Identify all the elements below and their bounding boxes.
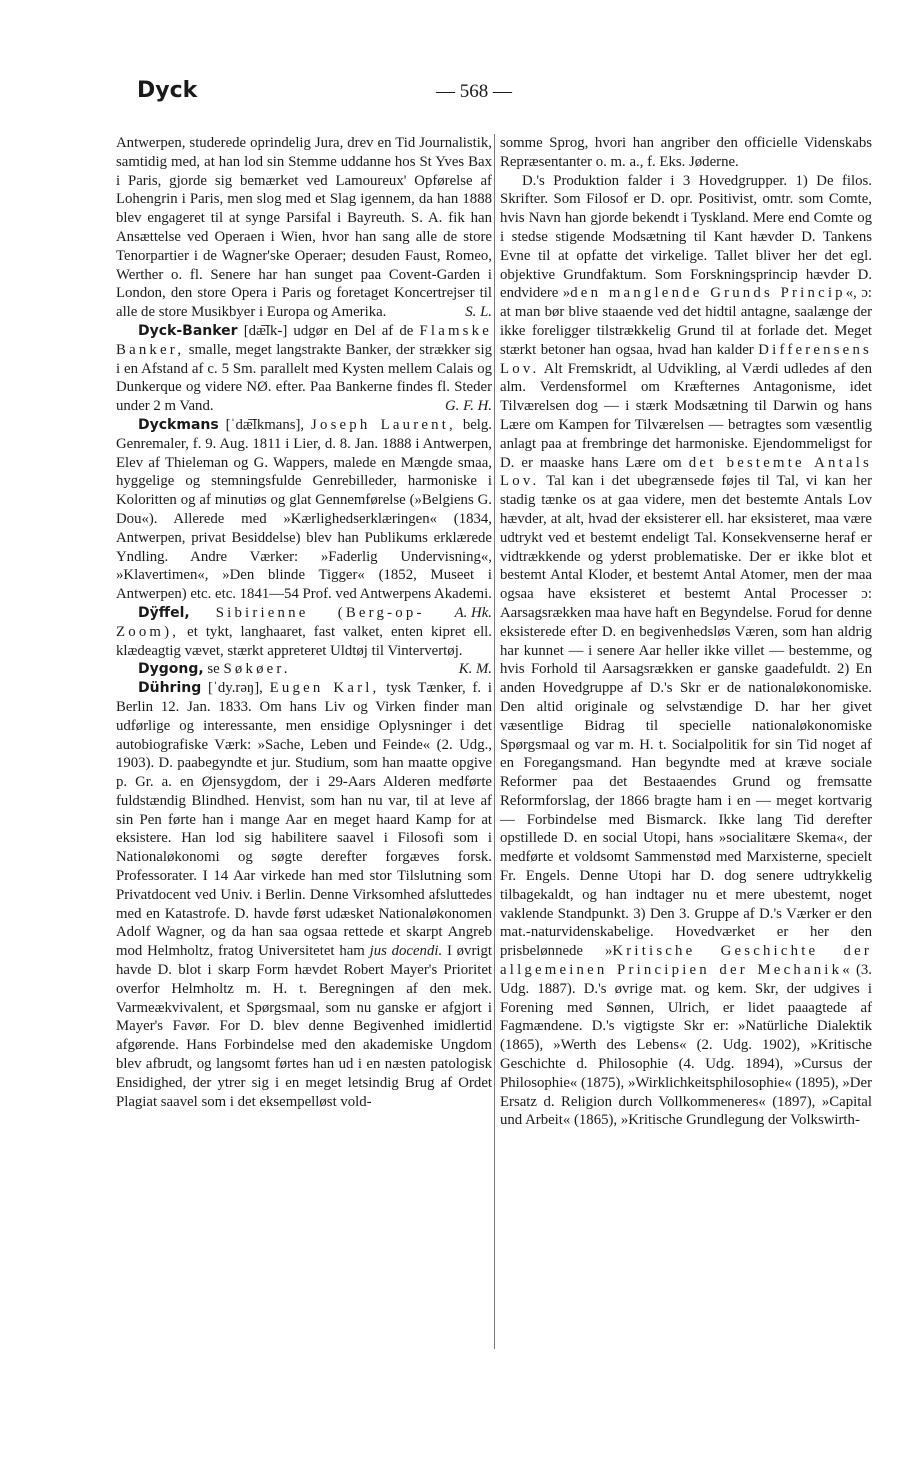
- page-number: — 568 —: [436, 81, 512, 102]
- entry-dyck-banker: Dyck-Banker [dæ͞lk-] udgør en Del af de Flamske Banker, smalle, meget langstrakte Banker, der strækker sig i en Afstand af c. 5 Sm. parallelt med Kysten mellem Calais og Dunkerque og videre NØ. efter. Paa Bankerne findes fl. Steder under 2 m Vand. G. F. H.: [116, 322, 493, 415]
- column-divider: [494, 134, 495, 1349]
- signature: G. F. H.: [445, 398, 492, 415]
- headword: Dühring: [138, 680, 202, 697]
- page-header: [0, 78, 920, 110]
- signature: S. L.: [465, 304, 492, 321]
- signature: A. Hk.: [454, 604, 492, 621]
- entry-dyck-continued: Antwerpen, studerede oprindelig Jura, drev en Tid Journalistik, samtidig med, at han lod sin Stemme uddanne hos St Yves Bax i Paris, gjorde sig bemærket ved Lamoureux' Opførelse af Lohengrin i Paris, men slog med et Slag igennem, da han 1888 blev engageret til at synge Parsifal i Bayreuth. S. A. fik han Ansættelse ved Operaen i Wien, hvor han sang alle de store Tenorpartier i de Wagner'ske Operaer; desuden Faust, Romeo, Werther o. fl. Senere har han sunget paa Covent-Garden i London, den store Opera i Paris og foretaget Koncertrejser til alle de store Musikbyer i Europa og Amerika. S. L.: [116, 135, 492, 321]
- entry-dyckmans: Dyckmans [ˈdæ͞lkmans], Joseph Laurent, belg. Genremaler, f. 9. Aug. 1811 i Lier, d. 8. Jan. 1888 i Antwerpen, Elev af Thieleman og G. Wappers, malede en Mængde smaa, hyggelige og stemningsfulde Genrebilleder, harmoniske i Koloritten og af minutiøs og glat Gennemførelse (»Belgiens G. Dou«). Allerede med »Kærlighedserklæringen« (1834, Antwerpen, privat Besiddelse) blev han Publikums erklærede Yndling. Andre Værker: »Faderlig Undervisning«, »Klavertimen«, »Den blinde Tigger« (1852, Museet i Antwerpen) etc. etc. 1841—54 Prof. ved Antwerpens Akademi. A. Hk.: [116, 416, 492, 621]
- headword: Dygong,: [138, 661, 204, 678]
- duhring-production-paragraph: D.'s Produktion falder i 3 Hovedgrupper. 1) De filos. Skrifter. Som Filosof er D. opr. Positivist, omtr. som Comte, hvis Navn han gjorde bekendt i Tyskland. Mere end Comte og i stedse stigende Modsætning til Kant hævder D. Tankens Evne til at opfatte det virkelige. Tallet bliver her det egl. objektive Grundfaktum. Som Forskningsprincip hævder D. endvidere »den manglende Grunds Princip«, ɔ: at man bør blive staaende ved det hidtil antagne, saalænge der ikke foreligger tilstrækkelig Grund til at forlade det. Meget stærkt betoner han ogsaa, hvad han kalder Differensens Lov. Alt Fremskridt, al Udvikling, al Værdi udledes af den alm. Verdensformel om Kræfternes Antagonisme, idet Tilværelsen dog — i stærk Modsætning til Darwin og hans Lære om Kampen for Tilværelsen — betragtes som væsentlig anlagt paa at frembringe det harmoniske. Ejendommeligst for D. er maaske hans Lære om det bestemte Antals Lov. Tal kan i det ubegrænsede føjes til Tal, vi kan her stadig tænke os at gaa videre, men det bestemte Antals Lov hævder, at alt, hvad der eksisterer ell. har eksisteret, maa være udtrykt ved et bestemt endeligt Tal. Konsekvenserne heraf er vidtrækkende og yderst problematiske. Der er ikke blot et bestemt Antal Kloder, et bestemt Antal Atomer, men der maa ogsaa have eksisteret et bestemt Antal Processer ɔ: Aarsagsrækken maa have haft en Begyndelse. Forud for denne eksisterede efter D. en begivenhedsløs Væren, som han aldrig har kunnet — i senere Aar heller ikke villet — bestemme, og hvis Forhold til Aarsagsrækken er ganske gaadefuldt. 2) En anden Hovedgruppe af D.'s Skr er de nationaløkonomiske. Den altid originale og selvstændige D. har her givet væsentlige Bidrag til specielle nationaløkonomiske Spørgsmaal og var m. H. t. Socialpolitik for sin Tid noget af en Foregangsmand. Han begyndte med at kræve sociale Reformer paa det Bestaaendes Grund og fremsatte Reformforslag, der 1866 bragte ham i en — meget kortvarig — Forbindelse med Bismarck. Ikke lang Tid derefter opstillede D. en social Utopi, hans »socialitære Skema«, der medførte et voldsomt Sammenstød med Marxisterne, specielt Fr. Engels. Denne Utopi har D. dog senere udtrykkelig tilbagekaldt, og han indtager nu et mere ubestemt, noget vaklende Standpunkt. 3) Den 3. Gruppe af D.'s Værker er den mat.-naturvidenskabelige. Hovedværket er her den prisbelønnede »Kritische Geschichte der allgemeinen Principien der Mechanik« (3. Udg. 1887). D.'s øvrige mat. og kem. Skr, der udgives i Forening med Sønnen, Ulrich, er lidet paaagtede af Fagmændene. D.'s vigtigste Skr er: »Natürliche Dialektik (1865), »Werth des Lebens« (2. Udg. 1902), »Kritische Geschichte d. Philosophie (4. Udg. 1894), »Cursus der Philosophie« (1875), »Wirklichkeitsphilosophie« (1895), »Der Ersatz d. Religion durch Vollkommeneres« (1897), »Capital und Arbeit« (1865), »Kritische Grundlegung der Volkswirth-: [500, 172, 873, 1129]
- headword: Dÿffel,: [138, 604, 190, 621]
- headword: Dyck-Banker: [138, 322, 238, 339]
- right-column: [500, 134, 872, 1130]
- entry-duhring: Dühring [ˈdy.rəŋ], Eugen Karl, tysk Tænker, f. i Berlin 12. Jan. 1833. Om hans Liv og Virken finder man udførlige og interessante, men ensidige Oplysninger i det autobiografiske Værk: »Sache, Leben und Feinde« (2. Udg., 1903). D. paabegyndte et jur. Studium, som han maatte opgive p. Gr. a. en Øjensygdom, der i 29-Aars Alderen medførte fuldstændig Blindhed. Henvist, som han nu var, til at leve af sin Pen førte han i mange Aar en meget haard Kamp for at eksistere. Han lod sig habilitere saavel i Filosofi som i Nationaløkonomi og søgte derefter forgæves forsk. Professorater. I 14 Aar virkede han med stor Tilslutning som Privatdocent ved Univ. i Berlin. Denne Virksomhed afsluttedes med en Katastrofe. D. havde først udæsket Nationaløkonomen Adolf Wagner, og da han saa ogsaa rettede et skarpt Angreb mod Helmholtz, fratog Universitetet ham jus docendi. I øvrigt havde D. blot i skarp Form hævdet Robert Mayer's Prioritet overfor Helmholtz m. H. t. Beregningen af den mek. Varmeækvivalent, et Spørgsmaal, som nu ganske er afgjort i Mayer's Favør. For D. blev denne Begivenhed imidlertid afgørende. Hans Forbindelse med den akademiske Ungdom blev afbrudt, og langsomt førtes han ud i en næsten patologisk Ensidighed, der ytrer sig i en meget letsindig Brug af Ordet Plagiat saavel som i det eksempelløst vold-: [116, 680, 492, 1110]
- running-head-word: Dyck: [137, 78, 198, 103]
- entry-duhring-continued: somme Sprog, hvori han angriber den officielle Videnskabs Repræsentanter o. m. a., f. Eks. Jøderne.: [500, 135, 872, 170]
- entry-dyffel: Dÿffel, Sibirienne (Berg-op-Zoom), et tykt, langhaaret, fast valket, enten kipret ell. klædeagtig vævet, stærkt appreteret Uldtøj til Vintervertøj. K. M.: [116, 604, 492, 678]
- signature: K. M.: [458, 661, 492, 678]
- headword: Dyckmans: [138, 416, 219, 433]
- left-column: [116, 134, 492, 1111]
- entry-dygong: Dygong, se Søkøer.: [138, 661, 291, 678]
